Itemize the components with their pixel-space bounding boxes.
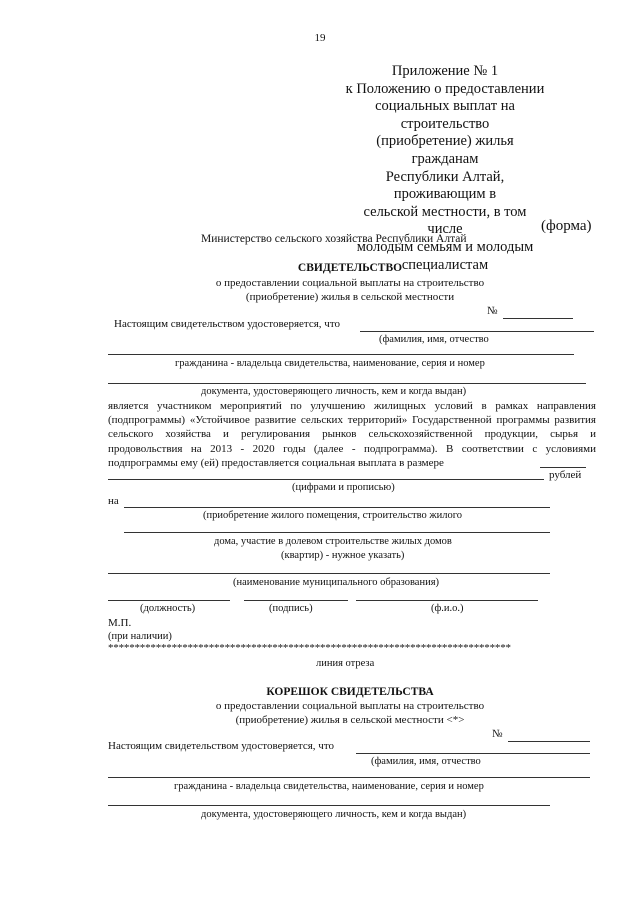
ministry-name: Министерство сельского хозяйства Республики Алтай	[201, 233, 467, 245]
appendix-line: к Положению о предоставлении	[345, 80, 545, 97]
purpose-hint: (приобретение жилого помещения, строительство жилого	[203, 510, 463, 521]
fullname-hint: (ф.и.о.)	[431, 603, 464, 614]
appendix-line: социальных выплат на строительство	[375, 98, 515, 132]
amount-hint: (цифрами и прописью)	[292, 482, 395, 493]
document-hint: документа, удостоверяющего личность, кем и когда выдан)	[201, 386, 467, 397]
position-hint: (должность)	[140, 603, 196, 614]
appendix-line: Республики Алтай, проживающим в	[385, 168, 505, 203]
stub-certify-text: Настоящим свидетельством удостоверяется, что	[108, 740, 334, 752]
name-field[interactable]	[360, 331, 594, 332]
stub-name-field[interactable]	[356, 753, 590, 754]
stub-citizen-hint: гражданина - владельца свидетельства, наименование, серия и номер	[174, 781, 484, 792]
stub-title: КОРЕШОК СВИДЕТЕЛЬСТВА	[266, 686, 434, 698]
certificate-number-label: №	[487, 305, 498, 317]
stub-name-hint: (фамилия, имя, отчество	[371, 756, 481, 767]
stamp-label: М.П.	[108, 617, 132, 629]
page-number: 19	[314, 32, 326, 44]
certificate-subtitle: о предоставлении социальной выплаты на строительство	[215, 277, 485, 289]
appendix-line: (приобретение) жилья гражданам	[376, 133, 514, 167]
municipality-hint: (наименование муниципального образования)	[233, 577, 440, 588]
purpose-hint: дома, участие в долевом строительстве жилых домов	[214, 536, 452, 547]
stub-citizen-field[interactable]	[108, 777, 590, 778]
stub-subtitle: о предоставлении социальной выплаты на строительство	[215, 700, 485, 712]
appendix-line: молодым семьям и молодым	[356, 238, 534, 255]
signature-field[interactable]	[244, 600, 348, 601]
cut-line-label: линия отреза	[316, 658, 375, 669]
stamp-note: (при наличии)	[108, 631, 172, 642]
stub-document-hint: документа, удостоверяющего личность, кем и когда выдан)	[201, 809, 467, 820]
amount-field[interactable]	[540, 467, 586, 468]
stub-number-label: №	[492, 728, 503, 740]
on-label: на	[108, 495, 119, 507]
signature-hint: (подпись)	[269, 603, 313, 614]
document-field[interactable]	[108, 383, 586, 384]
appendix-line: сельской местности, в том числе	[363, 203, 527, 238]
cut-line-stars: ****************************************************************************	[108, 642, 511, 654]
citizen-hint: гражданина - владельца свидетельства, наименование, серия и номер	[175, 358, 485, 369]
appendix-line: Приложение № 1	[391, 63, 499, 79]
amount-words-field[interactable]	[108, 479, 544, 480]
certificate-subtitle: (приобретение) жилья в сельской местности	[245, 291, 455, 303]
fullname-field[interactable]	[356, 600, 538, 601]
currency-label: рублей	[549, 469, 582, 481]
certificate-title: СВИДЕТЕЛЬСТВО	[297, 262, 403, 274]
certificate-number-field[interactable]	[503, 318, 573, 319]
citizen-field[interactable]	[108, 354, 574, 355]
certify-text: Настоящим свидетельством удостоверяется, что	[114, 318, 340, 330]
certificate-body: является участником мероприятий по улучшению жилищных условий в рамках направления (подпрограммы) «Устойчивое развитие сельских территорий» Государственной программы развития сельского хозяйства и регулирования рынков сельскохозяйственной продукции, сырья и продовольствия на 2013 - 2020 годы (далее - подпрограмма). В соответствии с условиями подпрограммы ему (ей) предоставляется социальная выплата в размере	[108, 400, 596, 469]
municipality-field[interactable]	[108, 573, 550, 574]
form-label: (форма)	[541, 218, 592, 234]
position-field[interactable]	[108, 600, 230, 601]
purpose-field-2[interactable]	[124, 532, 550, 533]
stub-document-field[interactable]	[108, 805, 550, 806]
purpose-field[interactable]	[124, 507, 550, 508]
appendix-line: специалистам	[401, 256, 489, 273]
stub-number-field[interactable]	[508, 741, 590, 742]
name-hint: (фамилия, имя, отчество	[379, 334, 489, 345]
purpose-hint: (квартир) - нужное указать)	[281, 550, 405, 561]
stub-subtitle: (приобретение) жилья в сельской местности <*>	[235, 714, 465, 726]
